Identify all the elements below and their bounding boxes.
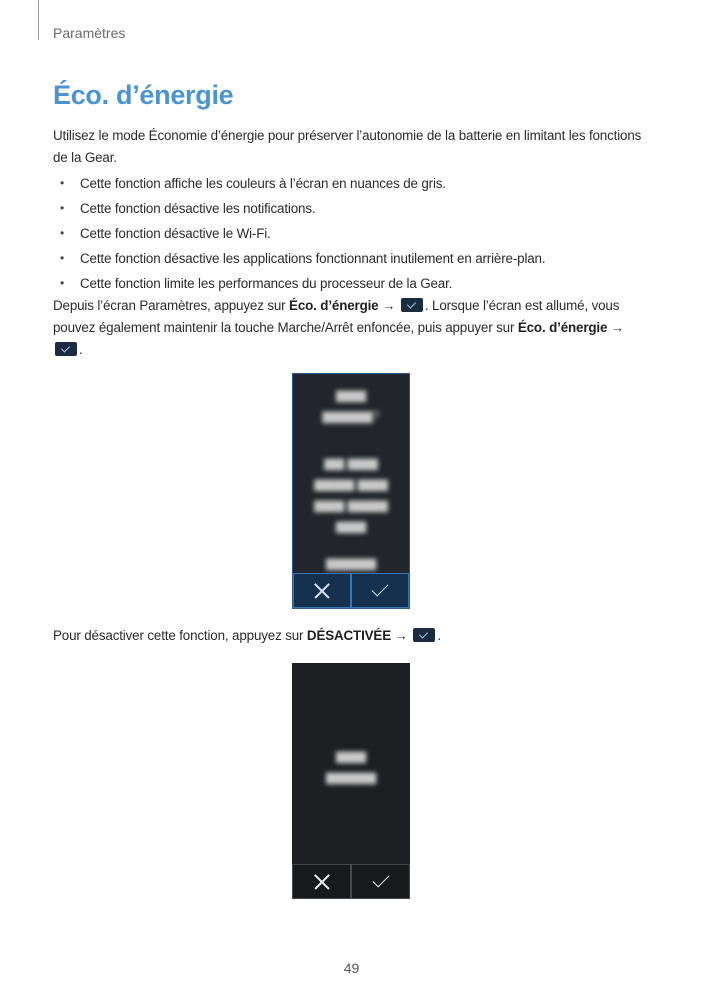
list-item-text: Cette fonction désactive les applications fonctionnant inutilement en arrière-plan. <box>80 251 546 266</box>
list-item-text: Cette fonction désactive le Wi-Fi. <box>80 226 271 241</box>
page-number: 49 <box>343 960 360 976</box>
check-icon[interactable] <box>351 864 410 899</box>
step-text: . Lorsque l’écran est allumé, vous pouvez également maintenir la touche Marche/Arrêt enfoncée, puis appuyer sur <box>53 298 620 335</box>
list-item <box>53 246 673 271</box>
step-disable-paragraph <box>53 625 653 647</box>
bullet-glyph: • <box>60 276 65 290</box>
blurred-dialog-text: ▆▆ ▆▆▆ ▆▆▆▆ ▆▆▆ ▆▆▆ ▆▆▆▆ ▆▆▆ <box>314 455 388 533</box>
step-text: Pour désactiver cette fonction, appuyez sur <box>53 628 307 643</box>
list-item <box>53 171 673 196</box>
menu-term: Éco. d’énergie <box>289 298 379 313</box>
step-text: Depuis l’écran Paramètres, appuyez sur <box>53 298 290 313</box>
bullet-glyph: • <box>60 251 65 265</box>
page-title: Éco. d’énergie <box>53 80 234 110</box>
watch-button-row <box>293 573 409 608</box>
list-item-text: Cette fonction affiche les couleurs à l’écran en nuances de gris. <box>80 176 446 191</box>
blurred-dialog-heading: ▆▆▆ ▆▆▆▆▆ <box>326 748 376 784</box>
menu-term: Éco. d’énergie <box>517 320 608 335</box>
arrow-glyph: → <box>394 628 408 643</box>
close-icon[interactable] <box>292 864 351 899</box>
watch-screen-enable <box>292 373 410 609</box>
blurred-dialog-heading: ▆▆▆ ▆▆▆▆▆? <box>322 387 380 423</box>
step-enable-paragraph <box>53 295 653 361</box>
list-item <box>53 221 673 246</box>
arrow-glyph: → <box>382 298 396 313</box>
list-item <box>53 196 673 221</box>
margin-rule <box>38 0 39 40</box>
bullet-glyph: • <box>60 226 65 240</box>
running-head: Paramètres <box>53 25 126 41</box>
check-icon <box>401 298 423 312</box>
close-icon[interactable] <box>293 573 351 608</box>
list-item-text: Cette fonction désactive les notifications. <box>80 201 316 216</box>
bullet-glyph: • <box>60 176 65 190</box>
check-icon[interactable] <box>351 573 409 608</box>
step-text: . <box>437 628 441 643</box>
bullet-glyph: • <box>60 201 65 215</box>
intro-paragraph: Utilisez le mode Économie d’énergie pour préserver l’autonomie de la batterie en limitant les fonctions de la Gear. <box>53 128 642 165</box>
menu-term: DÉSACTIVÉE <box>306 628 391 643</box>
arrow-glyph: → <box>610 320 625 335</box>
list-item-text: Cette fonction limite les performances du processeur de la Gear. <box>80 276 453 291</box>
list-item <box>53 271 673 296</box>
check-icon <box>55 342 77 356</box>
step-text: . <box>79 342 83 357</box>
watch-screen-disable <box>292 663 410 899</box>
blurred-dialog-note: ▆▆▆▆▆ <box>326 555 376 570</box>
feature-list <box>53 171 673 296</box>
watch-button-row <box>292 864 410 899</box>
check-icon <box>413 628 435 642</box>
